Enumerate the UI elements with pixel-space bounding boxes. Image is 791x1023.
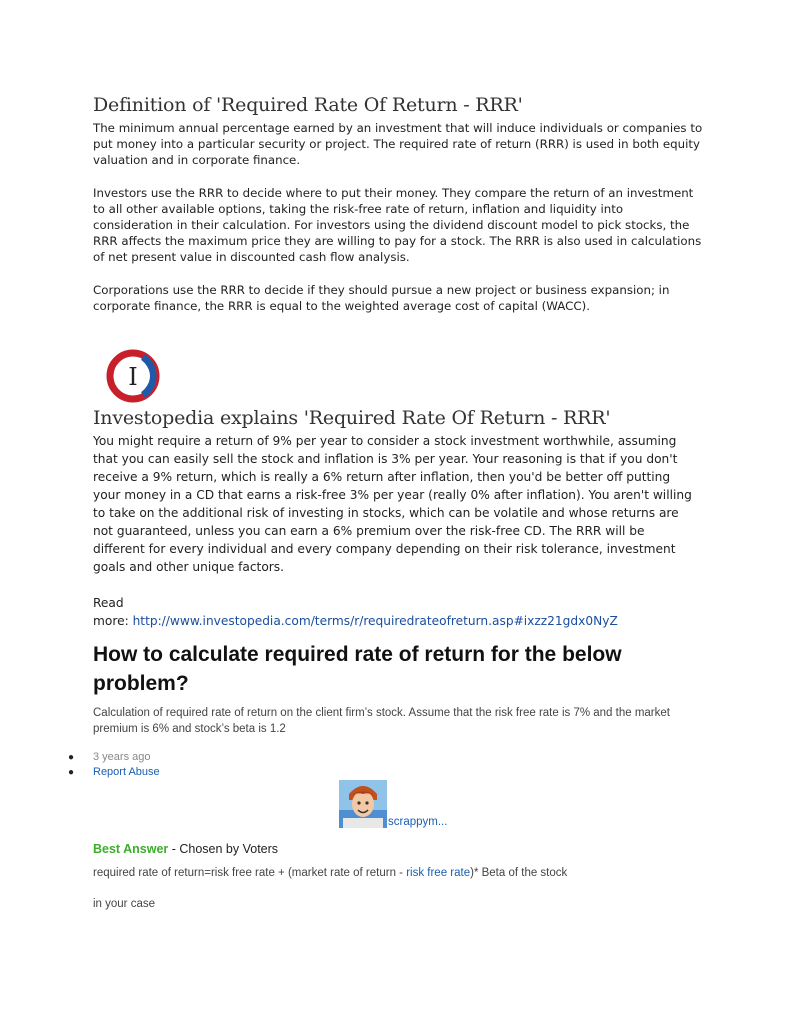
risk-free-rate-link[interactable]: risk free rate bbox=[406, 867, 471, 879]
user-avatar[interactable] bbox=[339, 780, 387, 828]
definition-paragraph-2: Investors use the RRR to decide where to put their money. They compare the return of an investment to all other available options, taking the risk-free rate of return, inflation and liquidity into consideration in their calculation. For investors using the dividend discount model to pick stocks, the RRR affects the maximum price they are willing to pay for a stock. The RRR is also used in calculations of net present value in discounted cash flow analysis. bbox=[93, 186, 702, 264]
read-more bbox=[93, 594, 618, 630]
explains-paragraph: You might require a return of 9% per year to consider a stock investment worthwhile, assuming that you can easily sell the stock and inflation is 3% per year. Your reasoning is that if you don't receive a 9% return, which is really a 6% return after inflation, then you'd be better off putting your money in a CD that earns a risk-free 3% per year (really 0% after inflation). You aren't willing to take on the additional risk of investing in stocks, which can be volatile and whose returns are not guaranteed, unless you can earn a 6% premium over the risk-free CD. The RRR will be different for every individual and every company depending on their risk tolerance, investment goals and other unique factors. bbox=[93, 434, 692, 574]
answer-case-text: in your case bbox=[93, 898, 156, 910]
logo-letter: I bbox=[128, 363, 138, 391]
read-more-link[interactable]: http://www.investopedia.com/terms/r/requiredrateofreturn.asp#ixzz21gdx0NyZ bbox=[132, 614, 618, 628]
answer-formula bbox=[93, 867, 567, 879]
definition-paragraph-1: The minimum annual percentage earned by an investment that will induce individuals or companies to put money into a particular security or project. The required rate of return (RRR) is used in both equity valuation and in corporate finance. bbox=[93, 121, 703, 167]
definition-heading: Definition of 'Required Rate Of Return - RRR' bbox=[93, 94, 523, 116]
formula-prefix: required rate of return=risk free rate + (market rate of return - bbox=[93, 867, 407, 879]
bullet-icon: ● bbox=[68, 767, 75, 778]
question-time: 3 years ago bbox=[93, 751, 151, 763]
question-detail: Calculation of required rate of return on the client firm’s stock. Assume that the risk free rate is 7% and the market premium is 6% and stock’s beta is 1.2 bbox=[93, 707, 670, 735]
answerer-username[interactable]: scrappym... bbox=[388, 816, 448, 828]
read-more-label-1: Read bbox=[93, 596, 124, 610]
explains-heading: Investopedia explains 'Required Rate Of Return - RRR' bbox=[93, 407, 611, 429]
chosen-by-label: - Chosen by Voters bbox=[168, 842, 279, 856]
formula-suffix: )* Beta of the stock bbox=[470, 867, 568, 879]
report-abuse-link[interactable]: Report Abuse bbox=[93, 766, 160, 778]
question-title: How to calculate required rate of return for the below problem? bbox=[93, 643, 622, 695]
definition-paragraph-3: Corporations use the RRR to decide if they should pursue a new project or business expansion; in corporate finance, the RRR is equal to the weighted average cost of capital (WACC). bbox=[93, 283, 670, 313]
read-more-label-2: more: bbox=[93, 614, 133, 628]
bullet-icon: ● bbox=[68, 752, 75, 763]
investopedia-logo bbox=[106, 349, 160, 403]
question-meta bbox=[68, 750, 160, 780]
meta-time-item bbox=[68, 750, 160, 765]
best-answer-header bbox=[93, 842, 278, 856]
best-answer-label: Best Answer bbox=[93, 842, 169, 856]
meta-report-item bbox=[68, 765, 160, 780]
